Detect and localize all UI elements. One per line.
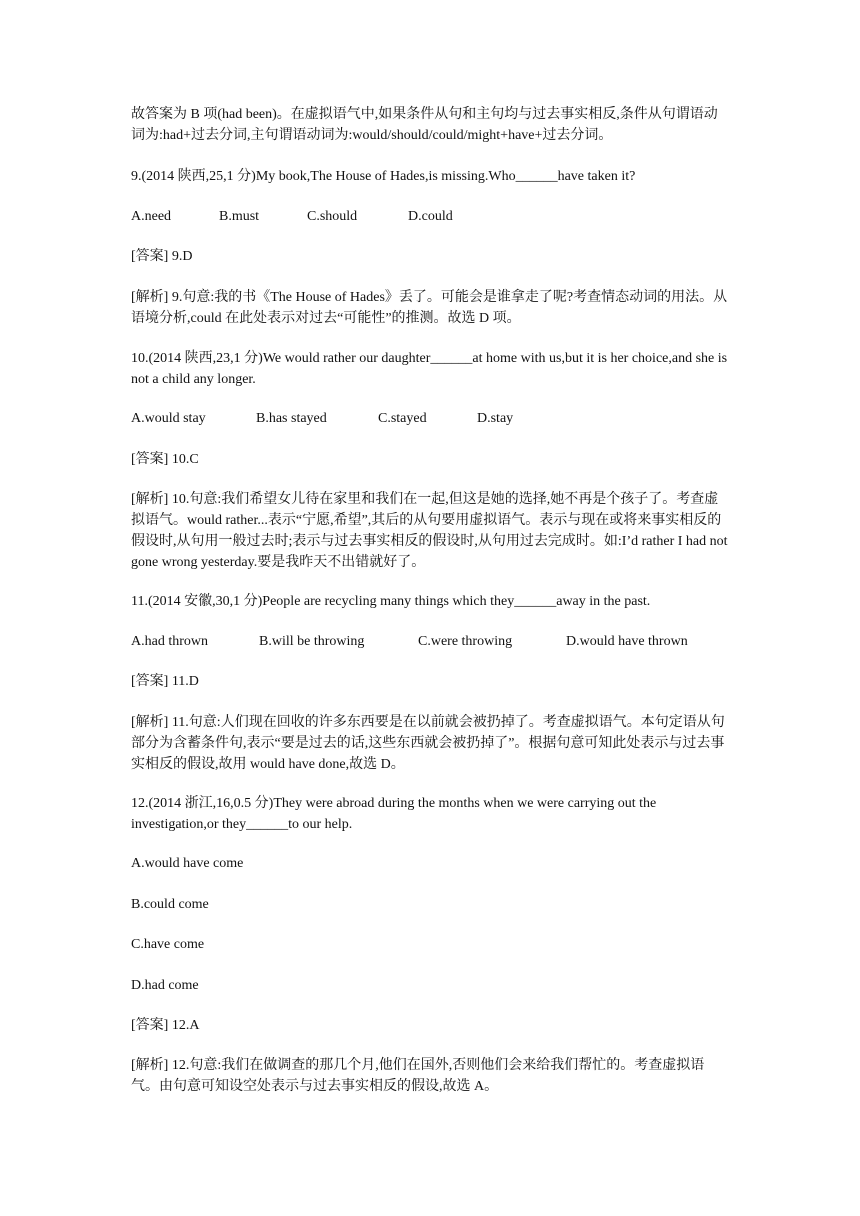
option-c: C.have come [131, 937, 205, 952]
paragraph-intro: 故答案为 B 项(had been)。在虚拟语气中,如果条件从句和主句均与过去事实相反,条件从句谓语动词为:had+过去分词,主句谓语动词为:would/should/could/might+have+过去分词。 [131, 107, 718, 143]
option-a: A.had thrown [131, 634, 208, 649]
answer-10: [答案] 10.C [131, 452, 199, 467]
option-a: A.would have come [131, 856, 244, 871]
option-b: B.has stayed [256, 411, 327, 426]
question-9: 9.(2014 陕西,25,1 分)My book,The House of Hades,is missing.Who______have taken it? [131, 169, 636, 184]
option-d: D.had come [131, 978, 199, 993]
option-c: C.were throwing [418, 634, 513, 649]
option-b: B.will be throwing [259, 634, 365, 649]
option-c: C.should [307, 209, 358, 224]
option-d: D.would have thrown [566, 634, 688, 649]
answer-9: [答案] 9.D [131, 249, 193, 264]
option-b: B.could come [131, 897, 209, 912]
analysis-11: [解析] 11.句意:人们现在回收的许多东西要是在以前就会被扔掉了。考查虚拟语气。本句定语从句部分为含蓄条件句,表示“要是过去的话,这些东西就会被扔掉了”。根据句意可知此处表示与过去事实相反的假设,故用 would have done,故选 D。 [131, 715, 725, 772]
option-a: A.need [131, 209, 172, 224]
analysis-10: [解析] 10.句意:我们希望女儿待在家里和我们在一起,但这是她的选择,她不再是个孩子了。考查虚拟语气。would rather...表示“宁愿,希望”,其后的从句要用虚拟语气。表示与现在或将来事实相反的假设时,从句用一般过去时;表示与过去事实相反的假设时,从句用过去完成时。如:I’d rather I had not gone wrong yesterday.要是我昨天不出错就好了。 [131, 492, 728, 570]
question-11: 11.(2014 安徽,30,1 分)People are recycling many things which they______away in the past. [131, 594, 651, 609]
option-c: C.stayed [378, 411, 427, 426]
option-d: D.stay [477, 411, 514, 426]
analysis-12: [解析] 12.句意:我们在做调查的那几个月,他们在国外,否则他们会来给我们帮忙的。考查虚拟语气。由句意可知设空处表示与过去事实相反的假设,故选 A。 [131, 1058, 705, 1094]
question-10: 10.(2014 陕西,23,1 分)We would rather our daughter______at home with us,but it is her choice,and she is not a child any longer. [131, 351, 728, 387]
option-d: D.could [408, 209, 453, 224]
answer-12: [答案] 12.A [131, 1018, 200, 1033]
analysis-9: [解析] 9.句意:我的书《The House of Hades》丢了。可能会是谁拿走了呢?考查情态动词的用法。从语境分析,could 在此处表示对过去“可能性”的推测。故选 D 项。 [131, 290, 728, 326]
option-a: A.would stay [131, 411, 206, 426]
question-12: 12.(2014 浙江,16,0.5 分)They were abroad during the months when we were carrying out the investigation,or they______to our help. [131, 796, 657, 832]
answer-11: [答案] 11.D [131, 674, 199, 689]
option-b: B.must [219, 209, 260, 224]
